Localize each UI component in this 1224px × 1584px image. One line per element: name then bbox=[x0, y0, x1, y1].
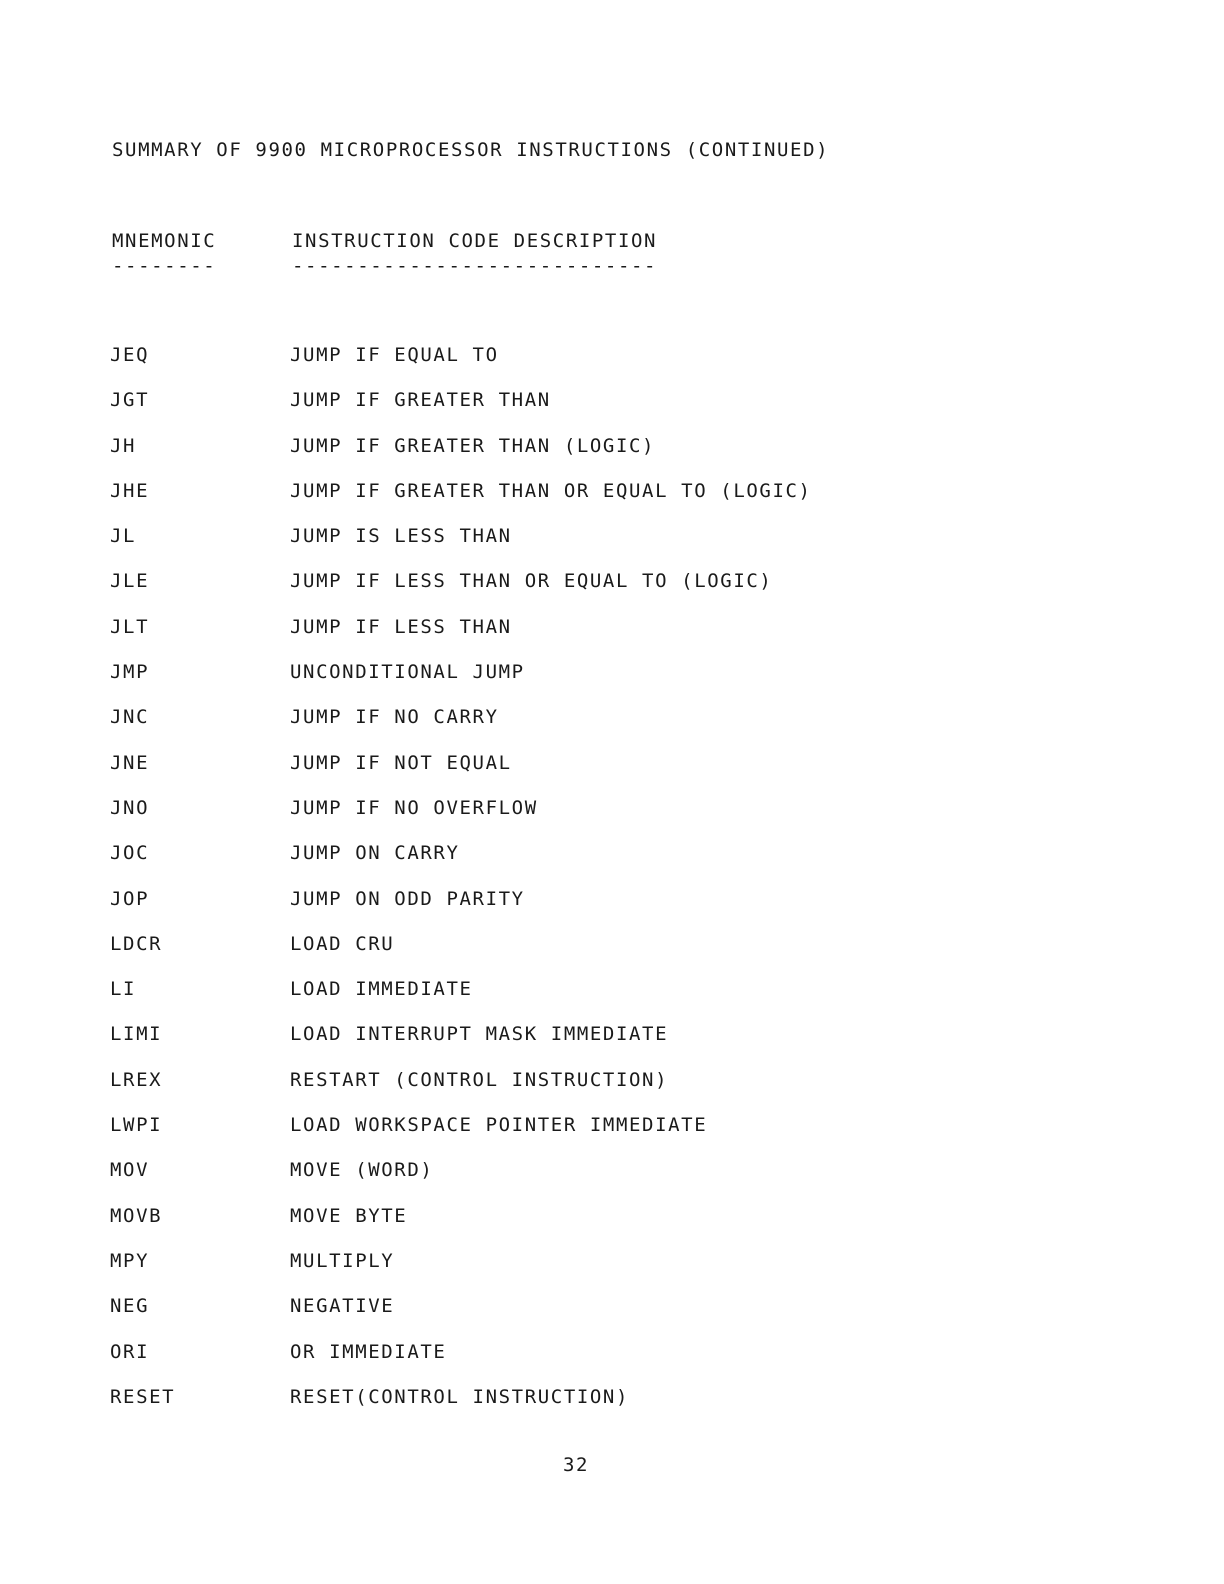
description-cell: RESET(CONTROL INSTRUCTION) bbox=[290, 1385, 630, 1408]
description-cell: JUMP IF GREATER THAN (LOGIC) bbox=[290, 434, 656, 457]
table-row bbox=[0, 974, 1224, 1019]
table-row bbox=[0, 702, 1224, 747]
description-cell: RESTART (CONTROL INSTRUCTION) bbox=[290, 1068, 669, 1091]
description-cell: MOVE (WORD) bbox=[290, 1159, 434, 1182]
table-row bbox=[0, 1019, 1224, 1064]
table-row bbox=[0, 521, 1224, 566]
table-row bbox=[0, 1337, 1224, 1382]
description-cell: JUMP IF NO CARRY bbox=[290, 706, 499, 729]
description-cell: MULTIPLY bbox=[290, 1249, 395, 1272]
description-column-header: INSTRUCTION CODE DESCRIPTION bbox=[292, 230, 658, 252]
description-cell: JUMP IF NOT EQUAL bbox=[290, 751, 512, 774]
table-row bbox=[0, 1246, 1224, 1291]
description-cell: LOAD INTERRUPT MASK IMMEDIATE bbox=[290, 1023, 669, 1046]
mnemonic-cell: LWPI bbox=[110, 1114, 163, 1137]
description-cell: JUMP IF NO OVERFLOW bbox=[290, 796, 538, 819]
mnemonic-cell: JL bbox=[110, 525, 137, 548]
description-cell: JUMP IF GREATER THAN OR EQUAL TO (LOGIC) bbox=[290, 479, 812, 502]
mnemonic-cell: ORI bbox=[110, 1340, 150, 1363]
mnemonic-cell: JHE bbox=[110, 479, 150, 502]
table-row bbox=[0, 838, 1224, 883]
table-row bbox=[0, 748, 1224, 793]
description-cell: JUMP IF LESS THAN OR EQUAL TO (LOGIC) bbox=[290, 570, 773, 593]
description-cell: JUMP ON CARRY bbox=[290, 842, 460, 865]
table-row bbox=[0, 657, 1224, 702]
mnemonic-cell: JOP bbox=[110, 887, 150, 910]
table-row bbox=[0, 340, 1224, 385]
page-number: 32 bbox=[562, 1454, 590, 1476]
description-cell: JUMP IF LESS THAN bbox=[290, 615, 512, 638]
table-row bbox=[0, 884, 1224, 929]
table-row bbox=[0, 1065, 1224, 1110]
table-row bbox=[0, 566, 1224, 611]
mnemonic-cell: JGT bbox=[110, 389, 150, 412]
mnemonic-cell: MPY bbox=[110, 1249, 150, 1272]
description-cell: JUMP IF EQUAL TO bbox=[290, 344, 499, 366]
mnemonic-column-header: MNEMONIC bbox=[112, 230, 217, 252]
description-cell: JUMP IF GREATER THAN bbox=[290, 389, 551, 412]
table-row bbox=[0, 1382, 1224, 1427]
mnemonic-cell: JNO bbox=[110, 796, 150, 819]
description-cell: MOVE BYTE bbox=[290, 1204, 408, 1227]
table-row bbox=[0, 793, 1224, 838]
description-cell: UNCONDITIONAL JUMP bbox=[290, 661, 525, 684]
mnemonic-header-rule: -------- bbox=[112, 255, 217, 277]
description-cell: OR IMMEDIATE bbox=[290, 1340, 447, 1363]
mnemonic-cell: NEG bbox=[110, 1295, 150, 1318]
mnemonic-cell: JLE bbox=[110, 570, 150, 593]
mnemonic-cell: LI bbox=[110, 978, 137, 1001]
mnemonic-cell: MOV bbox=[110, 1159, 150, 1182]
table-row bbox=[0, 385, 1224, 430]
table-row bbox=[0, 1201, 1224, 1246]
table-row bbox=[0, 1291, 1224, 1336]
description-cell: LOAD IMMEDIATE bbox=[290, 978, 473, 1001]
description-cell: NEGATIVE bbox=[290, 1295, 395, 1318]
description-cell: JUMP IS LESS THAN bbox=[290, 525, 512, 548]
mnemonic-cell: JOC bbox=[110, 842, 150, 865]
description-cell: LOAD WORKSPACE POINTER IMMEDIATE bbox=[290, 1114, 708, 1137]
mnemonic-cell: LREX bbox=[110, 1068, 163, 1091]
mnemonic-cell: MOVB bbox=[110, 1204, 163, 1227]
description-cell: LOAD CRU bbox=[290, 932, 395, 955]
description-cell: JUMP ON ODD PARITY bbox=[290, 887, 525, 910]
mnemonic-cell: JLT bbox=[110, 615, 150, 638]
mnemonic-cell: LIMI bbox=[110, 1023, 163, 1046]
page-title: SUMMARY OF 9900 MICROPROCESSOR INSTRUCTIONS (CONTINUED) bbox=[112, 139, 830, 161]
mnemonic-cell: JNC bbox=[110, 706, 150, 729]
table-row bbox=[0, 1155, 1224, 1200]
mnemonic-cell: JNE bbox=[110, 751, 150, 774]
instruction-table bbox=[0, 340, 1224, 1427]
table-row bbox=[0, 1110, 1224, 1155]
mnemonic-cell: LDCR bbox=[110, 932, 163, 955]
table-row bbox=[0, 476, 1224, 521]
mnemonic-cell: JEQ bbox=[110, 344, 150, 366]
table-row bbox=[0, 929, 1224, 974]
table-row bbox=[0, 612, 1224, 657]
mnemonic-cell: JH bbox=[110, 434, 137, 457]
table-row bbox=[0, 431, 1224, 476]
mnemonic-cell: RESET bbox=[110, 1385, 176, 1408]
mnemonic-cell: JMP bbox=[110, 661, 150, 684]
description-header-rule: ---------------------------- bbox=[292, 255, 658, 277]
